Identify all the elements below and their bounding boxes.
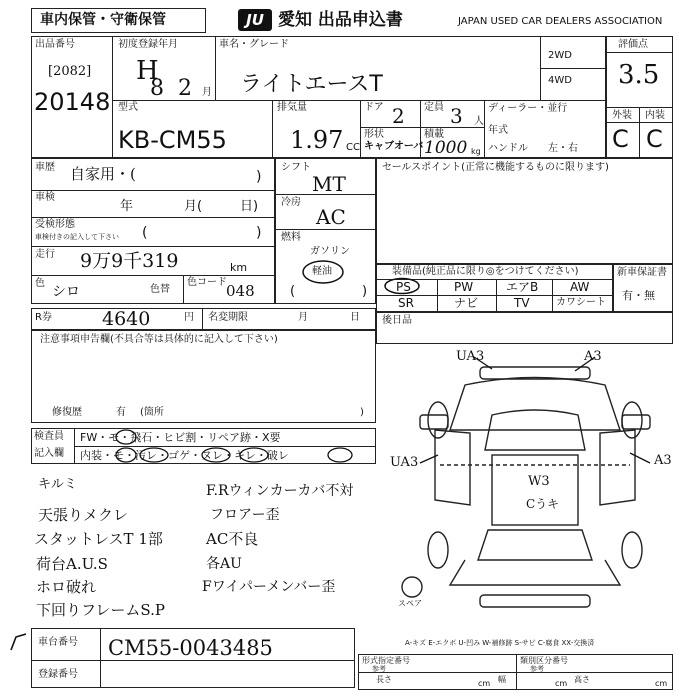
- check-mark: [8, 632, 30, 654]
- registration-year: 8: [150, 76, 164, 101]
- remark-r4: 各AU: [206, 556, 242, 572]
- dim-length: 長さ: [376, 675, 392, 684]
- chassis-value: CM55-0043485: [108, 636, 273, 660]
- association-name: JAPAN USED CAR DEALERS ASSOCIATION: [458, 16, 663, 27]
- damage-legend: A-キズ E-エクボ U-凹み W-補修跡 S-サビ C-腐食 XX-交換済: [405, 639, 595, 647]
- form-cert-label: 形式指定番号: [362, 656, 410, 665]
- mileage-value: 9万9千319: [80, 250, 179, 272]
- remark-r5: Fワイパーメンバー歪: [202, 579, 336, 595]
- ju-logo: JU: [238, 9, 272, 31]
- repair-value: 有: [116, 407, 126, 418]
- lot-bracket: [2082]: [48, 64, 92, 79]
- color-code: 048: [226, 282, 255, 300]
- interior-grade: C: [646, 125, 663, 153]
- warranty-label: 新車保証書: [617, 267, 667, 278]
- history-close: ): [256, 169, 262, 185]
- sales-point-box: [376, 158, 673, 264]
- dealer-import-label: ディーラー・並行: [488, 103, 568, 114]
- category-label: 類別区分番号: [520, 656, 568, 665]
- load-unit: kg: [471, 147, 481, 156]
- repair-bracket: (箇所: [140, 407, 164, 418]
- dim-height: 高さ: [574, 675, 590, 684]
- color-value: シロ: [52, 284, 80, 300]
- mark-center-note: Cうキ: [526, 497, 560, 511]
- registration-label: 初度登録年月: [118, 39, 178, 50]
- remark-3: スタットレスT 1部: [34, 530, 163, 548]
- displacement-label: 排気量: [277, 102, 307, 113]
- handle-label: ハンドル: [488, 143, 528, 154]
- mileage-label: 走行: [35, 249, 55, 260]
- history-label: 車歴: [35, 162, 55, 173]
- aircon-value: AC: [316, 205, 346, 229]
- shape-label: 形状: [364, 129, 384, 140]
- mark-top-left: UA3: [456, 349, 485, 364]
- equip-sr: SR: [398, 296, 414, 310]
- inspector-circles: [74, 428, 376, 464]
- name-change-month: 月: [298, 312, 308, 323]
- ownership-open: (: [142, 225, 148, 241]
- dim-width-unit: cm: [555, 679, 568, 688]
- ownership-note: 車検付きの記入して下さい: [35, 233, 119, 241]
- doors-label: ドア: [364, 102, 384, 113]
- equip-aw: AW: [570, 280, 590, 294]
- aircon-label: 冷房: [281, 197, 301, 208]
- diesel-circle: [300, 258, 346, 286]
- equip-ps: PS: [396, 280, 411, 294]
- ownership-label: 受検形態: [35, 219, 75, 230]
- fuel-close: ): [362, 284, 368, 299]
- dealer-year-label: 年式: [488, 125, 508, 136]
- dim-height-unit: cm: [655, 679, 668, 688]
- recycle-row: [31, 308, 376, 330]
- remark-5: ホロ破れ: [36, 578, 97, 596]
- exterior-label: 外装: [612, 110, 632, 121]
- ps-circle: [382, 277, 422, 295]
- mark-center-code: W3: [528, 474, 550, 489]
- interior-label: 内装: [645, 110, 665, 121]
- drive-2wd: 2WD: [548, 50, 572, 61]
- lot-label: 出品番号: [35, 39, 75, 50]
- color-code-label: 色コード: [187, 277, 227, 288]
- type-label: 型式: [118, 102, 138, 113]
- registration-era: H: [136, 56, 159, 86]
- equip-leather: カワシート: [556, 297, 606, 308]
- doors-value: 2: [392, 104, 405, 128]
- remark-r1: F.Rウィンカーカバ不対: [206, 483, 354, 499]
- equip-pw: PW: [454, 280, 474, 294]
- inspection-label: 車検: [35, 192, 55, 203]
- remark-r3: AC不良: [206, 530, 259, 548]
- inspection-month: 月(: [184, 199, 203, 214]
- type-value: KB-CM55: [118, 126, 227, 154]
- fuel-petrol: ガソリン: [310, 246, 350, 257]
- rear-items-label: 後日品: [382, 315, 412, 326]
- name-change-label: 名変期限: [208, 312, 248, 323]
- inspector-label: 検査員: [34, 431, 64, 442]
- exterior-grade: C: [612, 125, 629, 153]
- history-value: 自家用・(: [70, 165, 136, 183]
- inspection-day: 日): [240, 199, 259, 214]
- fuel-diesel: 軽油: [312, 266, 332, 277]
- name-change-day: 日: [350, 312, 360, 323]
- remark-6: 下回りフレームS.P: [36, 601, 166, 619]
- spare-label: スペア: [398, 599, 422, 608]
- remark-4: 荷台A.U.S: [36, 555, 108, 573]
- handle-options: 左・右: [548, 143, 578, 154]
- repair-close: ): [360, 407, 364, 418]
- notes-label: 注意事項申告欄(不具合等は具体的に記入して下さい): [40, 334, 278, 345]
- shape-value: キャブオーバ: [364, 141, 424, 152]
- equip-tv: TV: [514, 296, 530, 310]
- displacement-unit: CC: [346, 142, 360, 153]
- shift-label: シフト: [281, 162, 311, 173]
- recycle-value: 4640: [102, 308, 151, 330]
- equip-navi: ナビ: [454, 296, 479, 310]
- storage-title: 車内保管・守衛保管: [40, 12, 166, 28]
- dim-width: 幅: [498, 675, 506, 684]
- remark-r2: フロアー歪: [210, 507, 280, 523]
- capacity-value: 3: [450, 104, 463, 128]
- fuel-open: (: [290, 284, 296, 299]
- equip-airbag: エアB: [506, 280, 539, 294]
- shift-value: MT: [312, 172, 346, 196]
- remark-1: キルミ: [38, 477, 77, 492]
- mark-left: UA3: [390, 455, 419, 470]
- ownership-close: ): [256, 225, 262, 241]
- inspector-interior-row: 内装・モ・汚レ・ゴゲ・ヌレ・キレ・破レ: [80, 449, 289, 462]
- inspector-fw-row: FW・モ・飛石・ヒビ割・リペア跡・X要: [80, 431, 281, 444]
- load-value: 1000: [424, 138, 468, 158]
- lot-number: 20148: [34, 88, 111, 116]
- dim-length-unit: cm: [478, 679, 491, 688]
- rear-items-box: [376, 312, 673, 344]
- reg-number-label: 登録番号: [38, 669, 78, 680]
- repair-label: 修復歴: [52, 407, 82, 418]
- fuel-label: 燃料: [281, 232, 301, 243]
- page-title: 愛知 出品申込書: [278, 10, 403, 30]
- recycle-label: R券: [35, 312, 52, 323]
- equipment-label: 装備品(純正品に限り◎をつけてください): [392, 266, 579, 277]
- mark-right: A3: [654, 453, 672, 468]
- grade-value: 3.5: [618, 60, 660, 90]
- registration-month: 2: [178, 76, 192, 101]
- inspection-year: 年: [120, 199, 134, 214]
- recycle-unit: 円: [184, 312, 194, 323]
- drive-4wd: 4WD: [548, 75, 572, 86]
- inspector-label2: 記入欄: [34, 448, 64, 459]
- category-sub: 参考: [530, 665, 544, 673]
- registration-month-unit: 月: [202, 87, 212, 98]
- remark-2: 天張りメクレ: [38, 506, 129, 524]
- model-value: ライトエースT: [240, 72, 383, 97]
- grade-label: 評価点: [618, 39, 648, 50]
- model-label: 車名・グレード: [219, 39, 289, 50]
- capacity-label: 定員: [424, 102, 444, 113]
- warranty-options: 有・無: [622, 289, 655, 302]
- displacement-value: 1.97: [290, 126, 344, 154]
- sales-point-label: セールスポイント(正常に機能するものに限ります): [382, 162, 609, 173]
- mark-top-right: A3: [584, 349, 602, 364]
- color-change-label: 色替: [150, 284, 170, 295]
- form-cert-sub: 参考: [372, 665, 386, 673]
- mileage-unit: km: [230, 261, 248, 274]
- chassis-label: 車台番号: [38, 637, 78, 648]
- load-label: 積載: [424, 129, 444, 140]
- capacity-unit: 人: [474, 116, 484, 127]
- color-label: 色: [35, 278, 45, 289]
